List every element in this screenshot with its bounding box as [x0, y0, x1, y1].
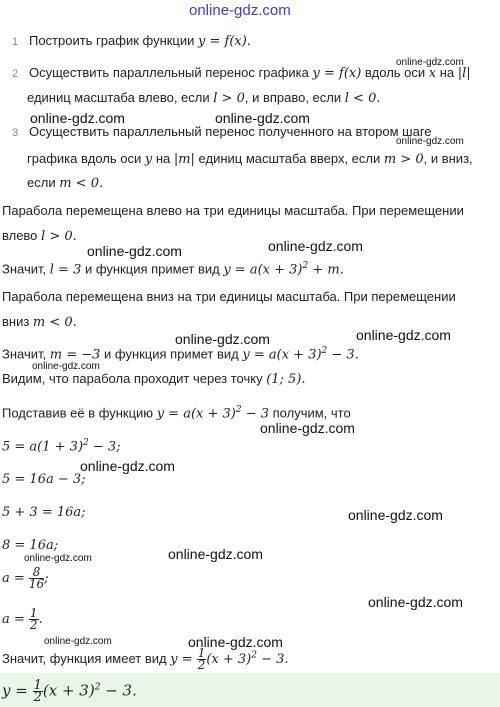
step-text: , и вниз, — [423, 151, 473, 166]
paragraph-text: Значит, — [2, 346, 50, 362]
fraction — [29, 567, 44, 590]
equation — [2, 608, 43, 631]
fraction-numerator: 1 — [29, 606, 38, 620]
watermark: online-gdz.com — [24, 553, 92, 564]
paragraph-text: влево — [2, 228, 42, 243]
step-1 — [12, 33, 251, 49]
paragraph-exponent: 2 — [251, 650, 257, 661]
paragraph-math: m < 0. — [32, 315, 77, 330]
answer-text: − 3. — [100, 681, 137, 700]
watermark-top: online-gdz.com — [189, 2, 291, 19]
paragraph-text: Значит, функция имеет вид — [2, 650, 171, 666]
watermark: online-gdz.com — [368, 594, 463, 610]
paragraph — [2, 261, 344, 277]
step-2-line-1 — [12, 65, 471, 81]
paragraph: Парабола перемещена влево на три единицы масштаба. При перемещении — [2, 203, 464, 218]
equation-text: a = — [2, 612, 29, 627]
watermark: online-gdz.com — [168, 546, 263, 562]
fraction — [197, 648, 207, 671]
paragraph-math: − 3. — [256, 651, 289, 667]
paragraph-math: y = a(x + 3) — [223, 262, 303, 278]
paragraph-text: получим, что — [269, 405, 351, 421]
fraction-numerator: 1 — [33, 678, 42, 693]
watermark: online-gdz.com — [215, 110, 310, 126]
step-3-line-3 — [27, 175, 103, 191]
equation-text: ; — [44, 571, 49, 586]
watermark: online-gdz.com — [396, 57, 464, 68]
answer-text: y = — [2, 681, 33, 700]
equation: 5 = 16a − 3; — [2, 472, 86, 487]
step-math: |l| — [457, 66, 471, 81]
watermark: online-gdz.com — [188, 634, 283, 650]
paragraph — [2, 648, 289, 671]
watermark: online-gdz.com — [44, 636, 112, 647]
paragraph-text: и функция примет вид — [81, 261, 224, 277]
equation-exponent: 2 — [83, 438, 89, 448]
answer — [2, 680, 137, 703]
step-math: l > 0 — [213, 91, 245, 106]
step-math: y = f(x). — [198, 34, 251, 49]
step-text: Построить график функции — [28, 33, 199, 48]
paragraph — [2, 228, 77, 244]
watermark: online-gdz.com — [356, 327, 451, 343]
step-math: y — [144, 152, 153, 167]
step-text: если — [27, 175, 60, 190]
equation: 8 = 16a; — [2, 538, 59, 553]
step-math: y = f(x) — [312, 66, 362, 81]
fraction-numerator: 1 — [197, 646, 206, 660]
fraction — [29, 608, 39, 631]
equation-text: 5 = a(1 + 3) — [2, 439, 84, 455]
step-number: 2 — [12, 68, 19, 80]
step-3-line-1 — [12, 124, 432, 139]
paragraph-text: и функция примет вид — [100, 346, 243, 362]
paragraph-math: + m. — [308, 262, 344, 278]
step-math: m < 0. — [59, 176, 104, 191]
step-math: m > 0 — [383, 152, 424, 167]
paragraph-math: (x + 3) — [206, 651, 252, 667]
fraction-denominator: 2 — [197, 658, 206, 672]
paragraph-math: l > 0. — [41, 229, 77, 244]
watermark: online-gdz.com — [175, 331, 270, 347]
step-number: 3 — [12, 127, 19, 139]
step-text: единиц масштаба влево, если — [27, 90, 214, 105]
fraction — [33, 680, 43, 703]
paragraph-exponent: 2 — [302, 261, 309, 271]
step-2-line-2 — [27, 90, 380, 106]
paragraph-text: Подставив её в функцию — [2, 405, 157, 421]
fraction-numerator: 8 — [29, 567, 44, 579]
paragraph: Парабола перемещена вниз на три единицы масштаба. При перемещении — [2, 289, 456, 304]
answer-text: (x + 3) — [42, 681, 95, 700]
fraction-denominator: 2 — [33, 690, 42, 705]
fraction-denominator: 2 — [29, 618, 38, 632]
step-text: единиц масштаба вверх, если — [194, 151, 384, 166]
equation-text: a = — [2, 571, 29, 586]
step-text: вдоль оси — [361, 65, 429, 80]
watermark: online-gdz.com — [32, 361, 100, 372]
watermark: online-gdz.com — [30, 110, 125, 126]
step-math: l < 0. — [344, 91, 381, 106]
step-3-line-2 — [27, 151, 473, 167]
paragraph-math: − 3 — [241, 406, 270, 422]
equation — [2, 567, 49, 590]
equation-text: . — [38, 612, 43, 627]
paragraph-exponent: 2 — [321, 346, 328, 356]
paragraph-math: y = a(x + 3) — [242, 347, 322, 363]
paragraph — [2, 405, 351, 421]
step-text: Осуществить параллельный перенос полученного на втором шаге — [28, 124, 432, 139]
paragraph — [2, 314, 77, 330]
paragraph-math: − 3. — [327, 347, 359, 363]
watermark: online-gdz.com — [396, 136, 464, 147]
step-text: на — [436, 65, 458, 80]
paragraph — [2, 371, 306, 387]
step-text: графика вдоль оси — [27, 151, 145, 166]
fraction-denominator: 16 — [28, 577, 45, 591]
equation — [2, 438, 121, 454]
step-math: x — [428, 66, 437, 81]
paragraph-math: y = — [170, 651, 197, 667]
step-text: Осуществить параллельный перенос графика — [28, 65, 313, 80]
step-text: , и вправо, если — [244, 90, 345, 105]
paragraph-exponent: 2 — [235, 405, 242, 415]
paragraph-math: m = −3 — [49, 347, 101, 363]
watermark: online-gdz.com — [80, 458, 175, 474]
watermark: online-gdz.com — [348, 507, 443, 523]
step-text: на — [152, 151, 174, 166]
answer-exponent: 2 — [94, 682, 101, 693]
paragraph-math: l = 3 — [49, 262, 82, 278]
equation-text: − 3; — [88, 439, 121, 455]
paragraph-text: вниз — [2, 314, 33, 329]
watermark: online-gdz.com — [87, 243, 182, 259]
step-number: 1 — [12, 36, 19, 48]
watermark: online-gdz.com — [268, 238, 363, 254]
step-math: |m| — [173, 152, 195, 167]
watermark: online-gdz.com — [260, 420, 355, 436]
paragraph-text: Значит, — [2, 261, 50, 277]
equation: 5 + 3 = 16a; — [2, 505, 86, 520]
paragraph-math: y = a(x + 3) — [156, 406, 236, 422]
paragraph — [2, 346, 359, 362]
paragraph-math: (1; 5). — [266, 372, 306, 387]
paragraph-text: Видим, что парабола проходит через точку — [2, 371, 267, 386]
